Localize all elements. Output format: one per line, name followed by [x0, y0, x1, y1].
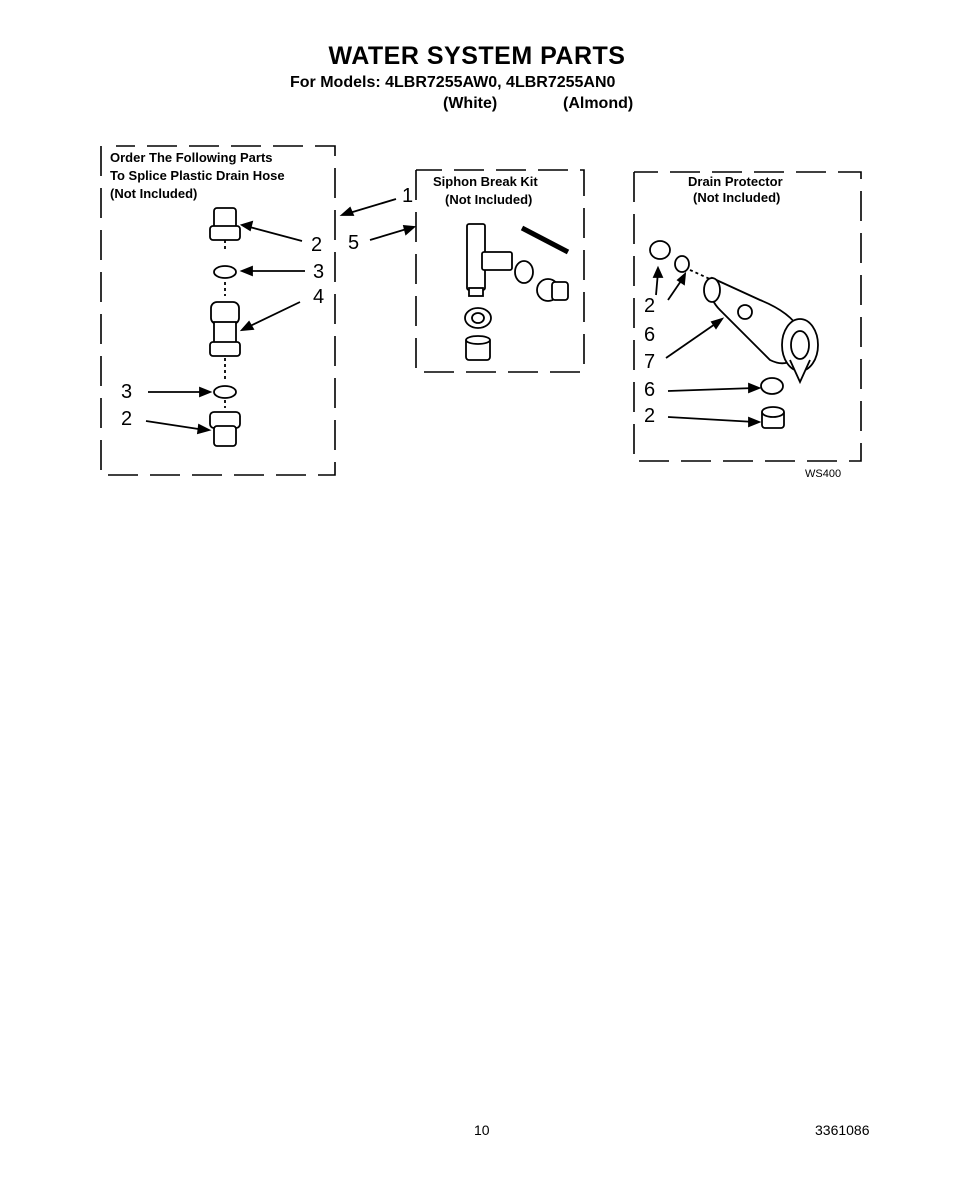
- coupling: [211, 302, 239, 324]
- drain-cap-top: [650, 241, 670, 259]
- callout-drain-2-top: 2: [644, 295, 656, 317]
- drain-panel-label-1: Drain Protector: [688, 174, 783, 189]
- drain-ring-top: [675, 256, 689, 272]
- cable-tie: [522, 228, 568, 252]
- callout-splice-2-bottom: 2: [121, 408, 133, 430]
- diagram-code: WS400: [805, 468, 842, 480]
- callout-siphon-5: 5: [348, 232, 360, 254]
- connector-top: [214, 208, 236, 228]
- siphon-nut: [515, 261, 533, 283]
- splice-parts: [210, 208, 240, 446]
- callout-splice-4: 4: [313, 286, 325, 308]
- drain-panel-label-2: (Not Included): [693, 190, 781, 205]
- callout-splice-2-top: 2: [311, 234, 323, 256]
- document-number: 3361086: [815, 1122, 870, 1138]
- siphon-panel-label-1: Siphon Break Kit: [433, 174, 538, 189]
- clamp-bottom: [214, 386, 236, 398]
- callout-drain-6-bottom: 6: [644, 379, 656, 401]
- models-line: For Models: 4LBR7255AW0, 4LBR7255AN0: [290, 74, 616, 91]
- callout-siphon-1: 1: [402, 185, 414, 207]
- splice-panel-label-2: To Splice Plastic Drain Hose: [110, 168, 285, 183]
- splice-panel-label-3: (Not Included): [110, 186, 198, 201]
- siphon-parts: [465, 224, 568, 360]
- splice-panel-label-1: Order The Following Parts: [110, 150, 273, 165]
- callout-splice-3-bottom: 3: [121, 381, 133, 403]
- callout-drain-2-bottom: 2: [644, 405, 656, 427]
- drain-parts: [650, 241, 818, 428]
- color-white-label: (White): [443, 95, 498, 112]
- page-title: WATER SYSTEM PARTS: [328, 42, 626, 70]
- color-almond-label: (Almond): [563, 95, 634, 112]
- callout-drain-6-top: 6: [644, 324, 656, 346]
- siphon-panel-label-2: (Not Included): [445, 192, 533, 207]
- clamp-top: [214, 266, 236, 278]
- callout-drain-7: 7: [644, 351, 656, 373]
- page-number: 10: [474, 1122, 490, 1138]
- callout-splice-3-top: 3: [313, 261, 325, 283]
- drain-ring-bottom: [761, 378, 783, 394]
